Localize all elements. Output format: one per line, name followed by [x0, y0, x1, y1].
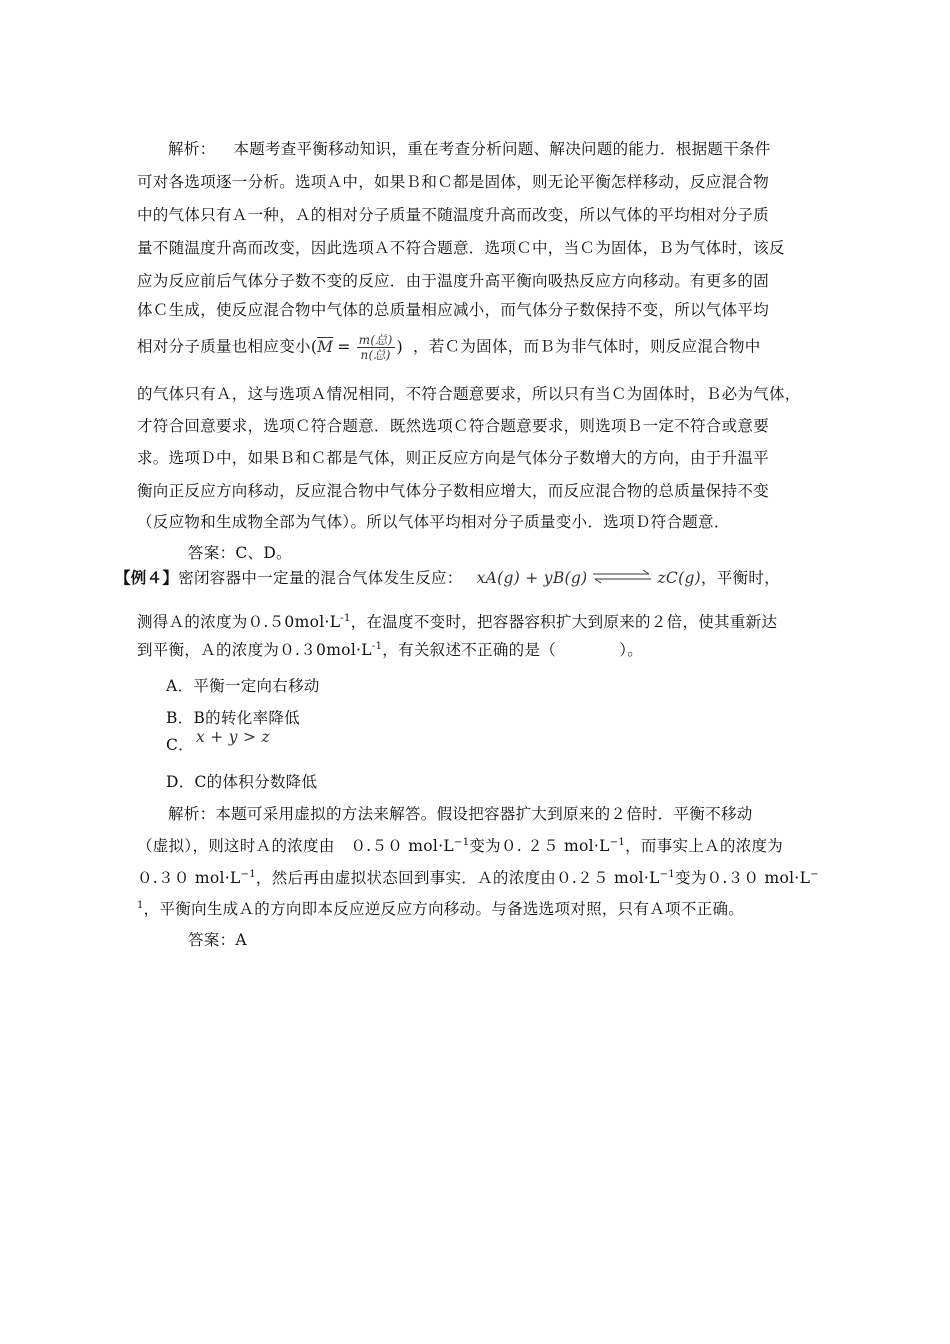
- example-4-line-2: 测得Ａ的浓度为$0.50mol\cdot L^{-1}$，在温度不变时，把容器容积扩大到原来的２倍，使其重新达: [137, 613, 778, 631]
- option-b: B．B的转化率降低: [166, 709, 300, 727]
- analysis-1-line-9: 才符合回意要求，选项Ｃ符合题意．既然选项Ｃ符合题意要求，则选项Ｂ一定不符合或意要: [137, 417, 770, 435]
- analysis-1-line-1: 解析： 本题考查平衡移动知识，重在考查分析问题、解决问题的能力．根据题干条件: [168, 140, 771, 158]
- answer-2: 答案：A: [188, 931, 247, 949]
- reaction-left: xA(g) + yB(g): [476, 569, 588, 587]
- analysis-1-line-10: 求。选项Ｄ中，如果Ｂ和Ｃ都是气体，则正反应方向是气体分子数增大的方向，由于升温平: [137, 449, 770, 467]
- analysis-2-line-4: $^1$，平衡向生成Ａ的方向即本反应逆反应方向移动。与备选选项对照，只有Ａ项不正确。: [137, 900, 745, 918]
- mean-molar-mass-formula: (M = $\frac{\text{m(总)}}{\text{n(总)}}$ ): [310, 333, 403, 362]
- analysis-1-line-6: 体Ｃ生成，使反应混合物中气体的总质量相应减小，而气体分子数保持不变，所以气体平均: [137, 301, 770, 319]
- analysis-label: 解析：: [168, 140, 216, 158]
- equilibrium-arrow-icon: [591, 569, 653, 585]
- analysis-2-line-2: （虚拟），则这时Ａ的浓度由 ０.５０ $mol\cdot L^{-1}$变为０. ２５ $mol\cdot L^{-1}$，而事实上Ａ的浓度为: [137, 837, 784, 855]
- analysis-1-line-12: （反应物和生成物全部为气体）。所以气体平均相对分子质量变小．选项Ｄ符合题意．: [137, 513, 730, 531]
- analysis-1-line-8: 的气体只有Ａ，这与选项Ａ情况相同，不符合题意要求，所以只有当Ｃ为固体时，Ｂ必为气体，: [137, 385, 801, 403]
- example-tag: 【例４】: [115, 568, 179, 587]
- analysis-1-line-3: 中的气体只有Ａ一种，Ａ的相对分子质量不随温度升高而改变，所以气体的平均相对分子质: [137, 206, 770, 224]
- option-d: D．C的体积分数降低: [166, 773, 318, 791]
- option-a: A．平衡一定向右移动: [166, 677, 320, 695]
- analysis-2-line-1: 解析：本题可采用虚拟的方法来解答。假设把容器扩大到原来的２倍时．平衡不移动: [168, 805, 753, 823]
- example-4-stem: 【例４】密闭容器中一定量的混合气体发生反应： xA(g) + yB(g) zC(g)，平衡时，: [115, 568, 781, 587]
- reaction-right: zC(g): [657, 569, 702, 587]
- example-4-line-3: 到平衡，Ａ的浓度为$0.30mol\cdot L^{-1}$，有关叙述不正确的是（ ）。: [137, 641, 644, 659]
- analysis-1-line-5: 应为反应前后气体分子数不变的反应．由于温度升高平衡向吸热反应方向移动。有更多的固: [137, 272, 770, 290]
- analysis-2-line-3: ０.３０ $mol\cdot L^{-1}$，然后再由虚拟状态回到事实．Ａ的浓度由０.２５ $mol\cdot L^{-1}$变为０.３０ mol·L−: [137, 869, 819, 887]
- analysis-1-line-2: 可对各选项逐一分析。选项Ａ中，如果Ｂ和Ｃ都是固体，则无论平衡怎样移动，反应混合物: [137, 173, 770, 191]
- option-c: C． x + y > z: [166, 728, 271, 754]
- analysis-1-line-11: 衡向正反应方向移动，反应混合物中气体分子数相应增大，而反应混合物的总质量保持不变: [137, 482, 770, 500]
- answer-1: 答案：C、D。: [188, 544, 292, 562]
- analysis-1-line-4: 量不随温度升高而改变，因此选项Ａ不符合题意．选项Ｃ中，当Ｃ为固体，Ｂ为气体时，该反: [137, 239, 785, 257]
- option-c-math: x + y > z: [195, 728, 271, 746]
- analysis-1-line-7: 相对分子质量也相应变小(M = $\frac{\text{m(总)}}{\text{n(总)}}$ ) ，若Ｃ为固体，而Ｂ为非气体时，则反应混合物中: [137, 333, 761, 362]
